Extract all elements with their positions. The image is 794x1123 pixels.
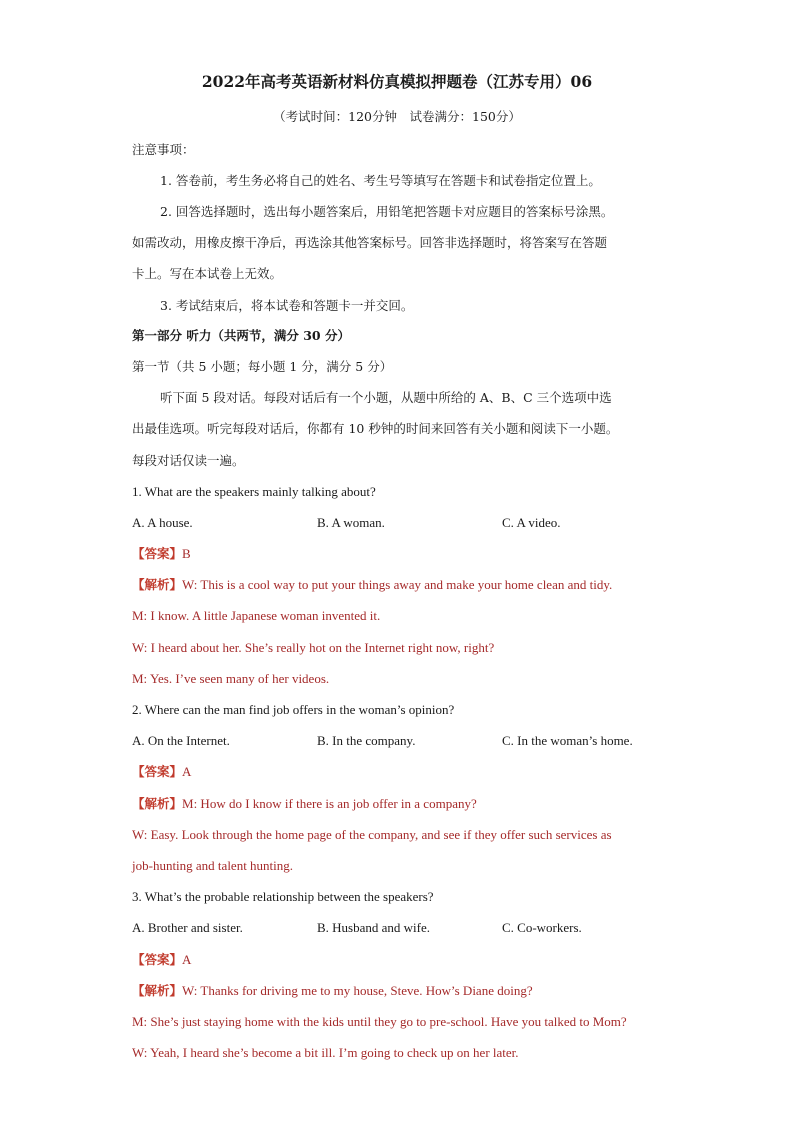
question-2-answer	[132, 763, 191, 781]
answer-label: 【答案】	[132, 764, 183, 779]
question-2-transcript-2: W: Easy. Look through the home page of the company, and see if they offer such services as	[132, 827, 612, 842]
question-1-answer	[132, 545, 191, 563]
exam-title: 2022年高考英语新材料仿真模拟押题卷（江苏专用）06	[201, 72, 593, 91]
answer-value: A	[182, 952, 192, 967]
answer-label: 【答案】	[132, 546, 183, 561]
analysis-label: 【解析】	[132, 983, 183, 998]
question-3-transcript-2: M: She’s just staying home with the kids until they go to pre-school. Have you talked to Mom?	[132, 1014, 627, 1029]
intro-line-2: 出最佳选项。听完每段对话后，你都有 10 秒钟的时间来回答有关小题和阅读下一小题。	[132, 421, 619, 436]
question-3-options	[132, 919, 732, 937]
transcript-line: W: This is a cool way to put your things away and make your home clean and tidy.	[182, 577, 613, 592]
analysis-label: 【解析】	[132, 796, 183, 811]
transcript-line: W: Thanks for driving me to my house, Steve. How’s Diane doing?	[182, 983, 533, 998]
notice-heading: 注意事项：	[132, 142, 195, 157]
question-3-option-c: C. Co-workers.	[502, 920, 582, 935]
question-1-stem: 1. What are the speakers mainly talking about?	[132, 484, 376, 499]
question-3-transcript-3: W: Yeah, I heard she’s become a bit ill. I’m going to check up on her later.	[132, 1045, 519, 1060]
notice-item-2-line-1: 2. 回答选择题时，选出每小题答案后，用铅笔把答题卡对应题目的答案标号涂黑。	[160, 204, 614, 219]
question-2-stem: 2. Where can the man find job offers in the woman’s opinion?	[132, 702, 455, 717]
question-1-option-c: C. A video.	[502, 515, 561, 530]
question-1-analysis-line-1	[132, 576, 612, 594]
notice-item-3: 3. 考试结束后，将本试卷和答题卡一并交回。	[160, 298, 414, 313]
question-2-option-a: A. On the Internet.	[132, 733, 230, 748]
question-1-options	[132, 514, 732, 532]
question-2-transcript-3: job-hunting and talent hunting.	[132, 858, 294, 873]
transcript-line: M: How do I know if there is an job offer in a company?	[182, 796, 477, 811]
answer-value: B	[182, 546, 191, 561]
notice-item-2-line-2: 如需改动，用橡皮擦干净后，再选涂其他答案标号。回答非选择题时，将答案写在答题	[132, 235, 608, 250]
intro-line-3: 每段对话仅读一遍。	[132, 453, 245, 468]
question-3-answer	[132, 951, 191, 969]
notice-item-2-line-3: 卡上。写在本试卷上无效。	[132, 266, 283, 281]
question-3-option-b: B. Husband and wife.	[317, 920, 431, 935]
question-1-option-a: A. A house.	[132, 515, 193, 530]
question-3-option-a: A. Brother and sister.	[132, 920, 243, 935]
intro-line-1: 听下面 5 段对话。每段对话后有一个小题，从题中所给的 A、B、C 三个选项中选	[160, 390, 612, 405]
question-2-options	[132, 732, 732, 750]
analysis-label: 【解析】	[132, 577, 183, 592]
answer-value: A	[182, 764, 192, 779]
question-2-analysis-line-1	[132, 795, 477, 813]
question-3-analysis-line-1	[132, 982, 533, 1000]
part-1-heading: 第一部分 听力（共两节，满分 30 分）	[132, 328, 350, 343]
question-1-transcript-2: M: I know. A little Japanese woman invented it.	[132, 608, 381, 623]
section-1-heading: 第一节（共 5 小题；每小题 1 分，满分 5 分）	[132, 359, 393, 374]
question-2-option-b: B. In the company.	[317, 733, 416, 748]
question-3-stem: 3. What’s the probable relationship between the speakers?	[132, 889, 434, 904]
answer-label: 【答案】	[132, 952, 183, 967]
question-1-transcript-4: M: Yes. I’ve seen many of her videos.	[132, 671, 330, 686]
exam-subtitle: （考试时间：120分钟 试卷满分：150分）	[273, 109, 521, 124]
question-1-option-b: B. A woman.	[317, 515, 385, 530]
notice-item-1: 1. 答卷前，考生务必将自己的姓名、考生号等填写在答题卡和试卷指定位置上。	[160, 173, 601, 188]
question-1-transcript-3: W: I heard about her. She’s really hot on the Internet right now, right?	[132, 640, 495, 655]
question-2-option-c: C. In the woman’s home.	[502, 733, 633, 748]
